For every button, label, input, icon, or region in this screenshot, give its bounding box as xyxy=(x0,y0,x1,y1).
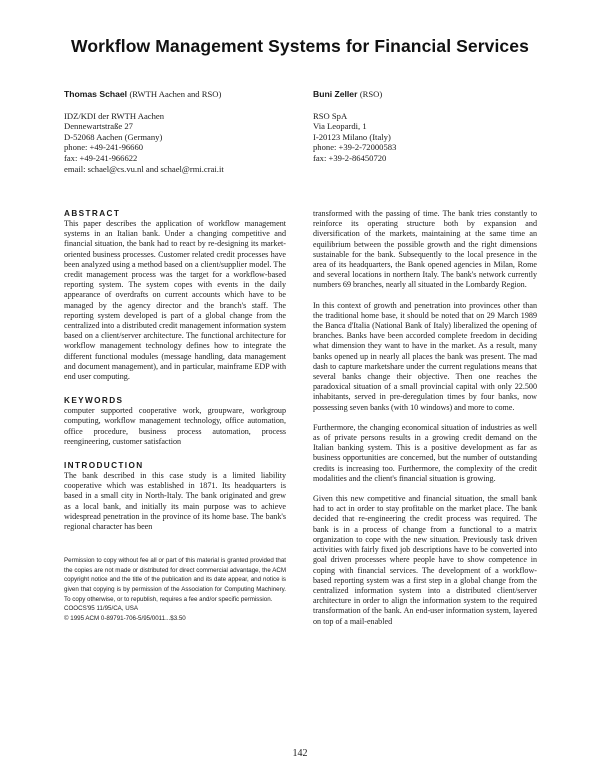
right-column xyxy=(313,209,537,627)
keywords-heading: KEYWORDS xyxy=(64,396,124,406)
introduction-heading: INTRODUCTION xyxy=(64,461,144,471)
body-paragraph: transformed with the passing of time. The bank tries constantly to reinforce its operating structure both by expansion and diversification of the markets, maintaining at the same time an equilibrium between the possible growth and the right dimensions sustainable for the bank. Subsequently to the local presence in the area of its headquarters, the Bank opened agencies in Milan, Rome and several locations in northern Italy. The bank's network currently numbers 69 branches, nearly all situated in the Lombardy Region. xyxy=(313,209,537,290)
left-column xyxy=(64,209,286,623)
paper-title: Workflow Management Systems for Financial Services xyxy=(71,36,529,56)
author-phone: phone: +49-241-96660 xyxy=(64,142,144,153)
author-address-line: IDZ/KDI der RWTH Aachen xyxy=(64,110,164,121)
author-address-line: I-20123 Milano (Italy) xyxy=(313,131,391,142)
keywords-text: computer supported cooperative work, groupware, workgroup computing, workflow management technology, office automation, office procedure, business process automation, process reengineering, customer satisfaction xyxy=(64,406,286,446)
author-block-2 xyxy=(313,89,396,164)
author-address-line: Dennewartstraße 27 xyxy=(64,121,133,132)
author-email: email: schael@cs.vu.nl and schael@rmi.crai.it xyxy=(64,163,224,174)
author-address-line: D-52068 Aachen (Germany) xyxy=(64,131,163,142)
page-number: 142 xyxy=(292,748,308,759)
permission-notice: Permission to copy without fee all or part of this material is granted provided that the copies are not made or distributed for direct commercial advantage, the ACM copyright notice and the title of the publication and its date appear, and notice is given that copying is by permission of the Association for Computing Machinery. To copy otherwise, or to republish, requires a fee and/or specific permission. xyxy=(64,557,286,603)
author-fax: fax: +49-241-966622 xyxy=(64,152,138,163)
abstract-text: This paper describes the application of workflow management systems in an Italian bank. Under a changing competitive and financial situation, the bank had to react by re-designing its market-oriented business processes. Customer related credit processes have been analyzed using a method based on a client/supplier model. The credit management process was the target for a workflow-based reporting system. The system copes with events in the daily appearance of overdrafts on current accounts which have to be managed by the agency director and the branch's staff. The reporting system developed is part of a global change from the centralized into a distributed credit management information system based on a client/server architecture. The functional architecture for workflow management technology defines how to integrate the different functional modules (message handling, data management and document management), and in particular, mainframe EDP with end user computing. xyxy=(64,219,286,382)
author-address-line: Via Leopardi, 1 xyxy=(313,121,367,132)
author-name: Buni Zeller (RSO) xyxy=(313,89,383,99)
introduction-text: The bank described in this case study is a limited liability cooperative which was established in 1871. Its headquarters is based in a small city in North-Italy. The bank originated and grew as a local bank, and initially its main purpose was to achieve widespread penetration in the province of its home base. The bank's regional character has been xyxy=(64,471,286,532)
body-paragraph: In this context of growth and penetration into provinces other than the traditional home base, it should be noted that on 29 March 1989 the Banca d'Italia (National Bank of Italy) liberalized the opening of branches. Banks have been accorded complete freedom in deciding what dimension they want to have in the market. As a result, many banks opened up in nearly all places the bank was present. The mad dash to capture marketshare under the current regulations means that several banks change their objective. Then one reaches the paradoxical situation of a small provincial capital with only 22.500 inhabitants, served in pre-deregulation times by four banks, now possessing seven banks (with 10 windows) and more to come. xyxy=(313,300,537,412)
body-paragraph: Furthermore, the changing economical situation of industries as well as of private persons results in a growing credit demand on the Italian banking system. This is a positive development as far as business opportunities are concerned, but the number of outstanding credits is increasing too. Furthermore, the complexity of the credit modalities and the client's financial situation is growing. xyxy=(313,422,537,483)
author-name: Thomas Schael (RWTH Aachen and RSO) xyxy=(64,89,222,99)
conference-line: COOCS'95 11/95/CA, USA xyxy=(64,605,138,613)
body-paragraph: Given this new competitive and financial situation, the small bank had to act in order to stay profitable on the market place. The bank decided that re-engineering the credit process was required. The bank is in a process of change from a functional to a matrix organization to cope with the new situation. Previously task driven activities with fairly fixed job descriptions have to be converted into goal driven processes where people have to show competence in coping with financial services. The development of a workflow-based reporting system was a first step in a global change from the centralized information system into a distributed client/server architecture in order to align the information system to the required transformation of the bank. An end-user information system, layered on top of a mail-enabled xyxy=(313,494,537,626)
abstract-heading: ABSTRACT xyxy=(64,209,121,218)
author-fax: fax: +39-2-86450720 xyxy=(313,152,387,163)
author-phone: phone: +39-2-72000583 xyxy=(313,142,397,153)
isbn-line: © 1995 ACM 0-89791-706-5/95/0011...$3.50 xyxy=(64,614,186,622)
author-block-1 xyxy=(64,89,224,174)
author-address-line: RSO SpA xyxy=(313,110,348,121)
